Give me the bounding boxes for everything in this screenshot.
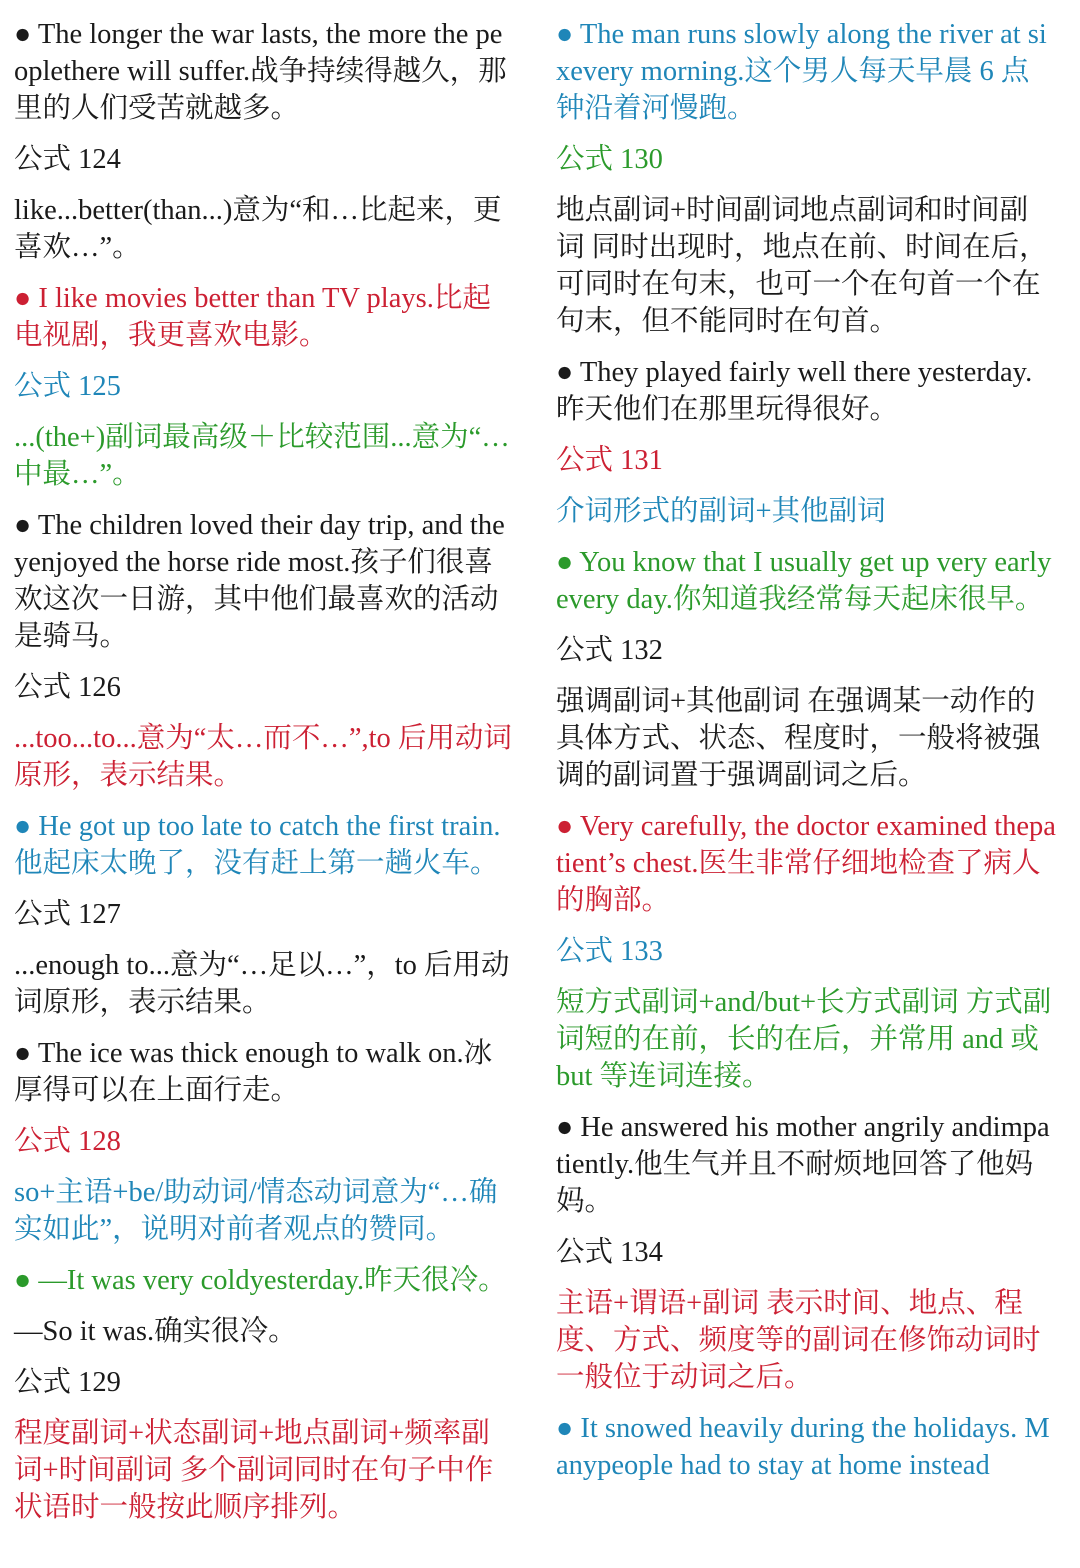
formula-rule: 短方式副词+and/but+长方式副词 方式副词短的在前，长的在后，并常用 and 或 but 等连词连接。 [556, 987, 1052, 1092]
formula-rule: ...(the+)副词最高级＋比较范围...意为“…中最…”。 [14, 422, 510, 490]
formula-rule: so+主语+be/助动词/情态动词意为“…确实如此”，说明对前者观点的赞同。 [14, 1177, 498, 1245]
formula-heading-134: 公式 134 [556, 1237, 663, 1268]
formula-rule: 主语+谓语+副词 表示时间、地点、程度、方式、频度等的副词在修饰动词时一般位于动词之后。 [556, 1288, 1041, 1393]
example-sentence: ● You know that I usually get up very earlyevery day.你知道我经常每天起床很早。 [556, 547, 1052, 615]
example-sentence: ● He got up too late to catch the first train.他起床太晚了，没有赶上第一趟火车。 [14, 811, 501, 879]
formula-heading-127: 公式 127 [14, 899, 121, 930]
example-sentence: ● Very carefully, the doctor examined thepatient’s chest.医生非常仔细地检查了病人的胸部。 [556, 811, 1056, 916]
formula-rule: 地点副词+时间副词地点副词和时间副词 同时出现时，地点在前、时间在后，可同时在句末，也可一个在句首一个在句末，但不能同时在句首。 [556, 195, 1048, 337]
formula-heading-124: 公式 124 [14, 144, 121, 175]
left-column [14, 16, 512, 1540]
example-sentence: ● The man runs slowly along the river at sixevery morning.这个男人每天早晨 6 点钟沿着河慢跑。 [556, 19, 1047, 124]
formula-rule: ...too...to...意为“太…而不…”,to 后用动词原形，表示结果。 [14, 723, 512, 791]
formula-rule: 程度副词+状态副词+地点副词+频率副词+时间副词 多个副词同时在句子中作状语时一般按此顺序排列。 [14, 1418, 494, 1523]
example-sentence: ● I like movies better than TV plays.比起电视剧，我更喜欢电影。 [14, 283, 491, 351]
example-sentence: ● It snowed heavily during the holidays. Manypeople had to stay at home instead [556, 1413, 1050, 1481]
example-sentence: ● The children loved their day trip, and theyenjoyed the horse ride most.孩子们很喜欢这次一日游，其中他们最喜欢的活动是骑马。 [14, 510, 505, 652]
formula-heading-132: 公式 132 [556, 635, 663, 666]
formula-heading-133: 公式 133 [556, 936, 663, 967]
formula-heading-129: 公式 129 [14, 1367, 121, 1398]
example-sentence: ● They played fairly well there yesterday.昨天他们在那里玩得很好。 [556, 357, 1033, 425]
example-sentence: ● —It was very coldyesterday.昨天很冷。 [14, 1265, 507, 1296]
formula-heading-130: 公式 130 [556, 144, 663, 175]
example-sentence: ● The longer the war lasts, the more the peoplethere will suffer.战争持续得越久，那里的人们受苦就越多。 [14, 19, 507, 124]
formula-rule: ...enough to...意为“…足以…”，to 后用动词原形，表示结果。 [14, 950, 510, 1018]
example-sentence: ● The ice was thick enough to walk on.冰厚得可以在上面行走。 [14, 1038, 493, 1106]
formula-rule: 强调副词+其他副词 在强调某一动作的具体方式、状态、程度时，一般将被强调的副词置于强调副词之后。 [556, 686, 1041, 791]
right-column [556, 16, 1056, 1498]
formula-rule: like...better(than...)意为“和…比起来，更喜欢…”。 [14, 195, 502, 263]
example-sentence: ● He answered his mother angrily andimpatiently.他生气并且不耐烦地回答了他妈妈。 [556, 1112, 1050, 1217]
formula-heading-128: 公式 128 [14, 1126, 121, 1157]
formula-heading-125: 公式 125 [14, 371, 121, 402]
formula-heading-126: 公式 126 [14, 672, 121, 703]
example-sentence: —So it was.确实很冷。 [14, 1316, 297, 1347]
formula-rule: 介词形式的副词+其他副词 [556, 496, 886, 527]
formula-heading-131: 公式 131 [556, 445, 663, 476]
